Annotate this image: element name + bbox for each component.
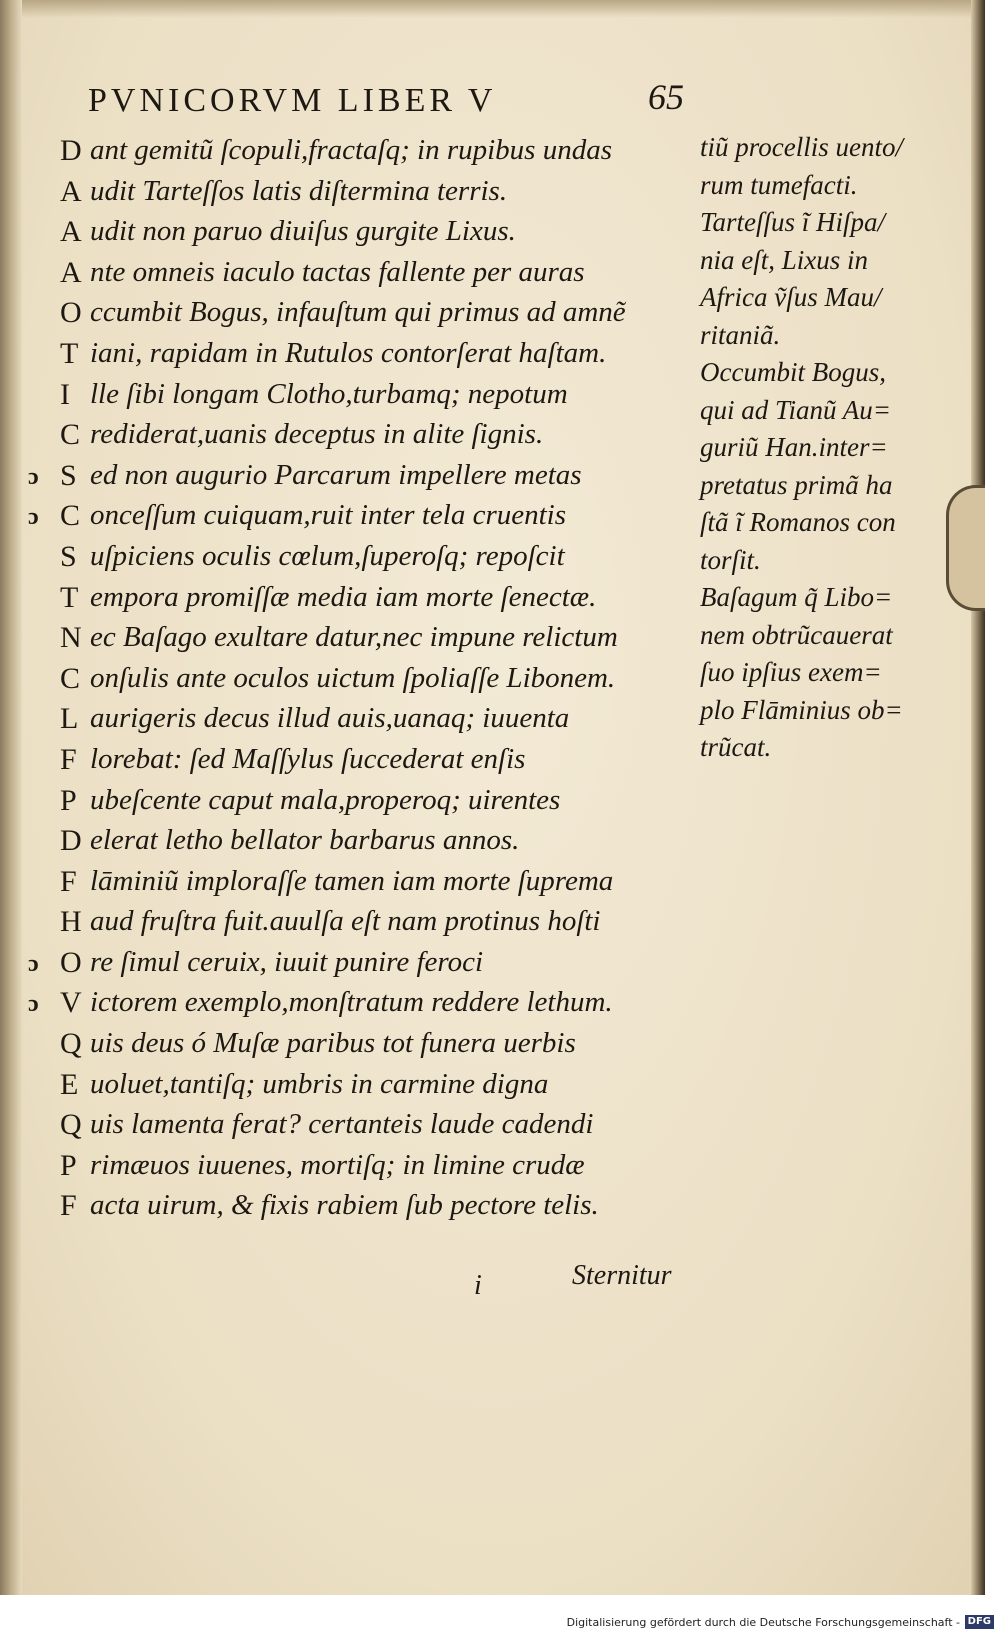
verse-line — [28, 376, 688, 417]
gloss-line: guriũ Han.inter= — [700, 432, 888, 462]
folio-number: 65 — [648, 77, 684, 117]
verse-text: uis lamenta ferat? certanteis laude cadendi — [90, 1108, 594, 1141]
verse-line — [28, 741, 688, 782]
verse-marker: ɔ — [28, 504, 39, 531]
page-binding — [0, 0, 22, 1595]
verse-line — [28, 984, 688, 1025]
header-title: PVNICORVM LIBER V — [88, 82, 497, 119]
digitization-footer — [0, 1612, 1000, 1635]
verse-text: ed non augurio Parcarum impellere metas — [90, 458, 582, 491]
gloss-line: nem obtrũcauerat — [700, 619, 893, 650]
verse-initial: A — [60, 215, 82, 249]
verse-initial: P — [60, 783, 77, 817]
gloss-line: rum tumefacti. — [700, 169, 858, 200]
gloss-line: Baſagum q̃ Libo= — [700, 582, 893, 612]
verse-text: udit Tarteſſos latis diſtermina terris. — [90, 174, 508, 207]
verse-line — [28, 1147, 688, 1188]
verse-initial: Q — [60, 1108, 82, 1142]
verse-text: iani, rapidam in Rutulos contorſerat haſtam. — [90, 336, 607, 369]
gloss-line: pretatus primã ha — [700, 469, 893, 500]
verse-text: ubeſcente caput mala,properoq; uirentes — [90, 783, 561, 816]
verse-text: ccumbit Bogus, infauſtum qui primus ad amnẽ — [90, 296, 626, 329]
verse-text: empora promiſſæ media iam morte ſenectæ. — [90, 580, 597, 613]
verse-initial: S — [60, 539, 77, 573]
dfg-logo: DFG — [965, 1615, 994, 1629]
verse-line — [28, 782, 688, 823]
gloss-line: ſuo ipſius exem= — [700, 657, 882, 687]
verse-line — [28, 700, 688, 741]
verse-initial: F — [60, 742, 77, 776]
verse-line — [28, 863, 688, 904]
verse-text: ec Baſago exultare datur,nec impune relictum — [90, 621, 618, 654]
verse-line — [28, 132, 688, 173]
gloss-line: trũcat. — [700, 732, 772, 762]
verse-initial: F — [60, 1189, 77, 1223]
verse-initial: D — [60, 824, 82, 858]
verse-initial: I — [60, 377, 70, 411]
marginal-gloss — [700, 132, 940, 770]
verse-line — [28, 579, 688, 620]
page-edge — [971, 0, 985, 1595]
clasp-icon — [946, 485, 985, 611]
verse-text: ictorem exemplo,monſtratum reddere lethum. — [90, 986, 613, 1019]
verse-initial: E — [60, 1067, 79, 1101]
verse-line — [28, 213, 688, 254]
verse-text: lle ſibi longam Clotho,turbamq; nepotum — [90, 377, 568, 410]
gloss-line: plo Flāminius ob= — [700, 694, 903, 725]
verse-column — [28, 132, 688, 1228]
verse-initial: H — [60, 905, 82, 939]
verse-initial: V — [60, 986, 82, 1020]
verse-line — [28, 335, 688, 376]
gloss-line: torſit. — [700, 544, 761, 575]
verse-initial: P — [60, 1148, 77, 1182]
verse-text: uis deus ó Muſæ paribus tot funera uerbis — [90, 1027, 576, 1060]
verse-text: rimæuos iuuenes, mortiſq; in limine crudæ — [90, 1148, 585, 1181]
verse-line — [28, 1025, 688, 1066]
verse-initial: S — [60, 458, 77, 492]
gloss-line: nia eſt, Lixus in — [700, 244, 868, 275]
verse-initial: C — [60, 418, 81, 452]
verse-line — [28, 619, 688, 660]
verse-text: onſulis ante oculos uictum ſpoliaſſe Libonem. — [90, 661, 616, 694]
verse-initial: F — [60, 864, 77, 898]
verse-initial: C — [60, 661, 81, 695]
gloss-line: ſtã ĩ Romanos con — [700, 507, 896, 537]
verse-initial: T — [60, 336, 79, 370]
verse-marker: ɔ — [28, 463, 39, 490]
page-top-shadow — [0, 0, 985, 18]
verse-text: lāminiũ imploraſſe tamen iam morte ſuprema — [90, 864, 614, 897]
gloss-line: Africa ṽſus Mau/ — [700, 282, 882, 312]
verse-line — [28, 497, 688, 538]
verse-text: rediderat,uanis deceptus in alite ſignis. — [90, 418, 544, 451]
verse-marker: ɔ — [28, 950, 39, 977]
verse-text: re ſimul ceruix, iuuit punire feroci — [90, 945, 484, 978]
verse-line — [28, 254, 688, 295]
gloss-line: qui ad Tianũ Au= — [700, 394, 892, 425]
verse-text: lorebat: ſed Maſſylus ſuccederat enſis — [90, 742, 526, 775]
verse-initial: C — [60, 499, 81, 533]
verse-line — [28, 457, 688, 498]
verse-line — [28, 1187, 688, 1228]
gloss-line: ritaniã. — [700, 319, 781, 350]
verse-line — [28, 944, 688, 985]
catchword: Sternitur — [572, 1260, 672, 1291]
verse-line — [28, 903, 688, 944]
verse-initial: A — [60, 255, 82, 289]
verse-line — [28, 822, 688, 863]
gloss-line: Tarteſſus ĩ Hiſpa/ — [700, 207, 886, 237]
verse-line — [28, 1066, 688, 1107]
gloss-line: Occumbit Bogus, — [700, 357, 886, 387]
signature-mark: i — [474, 1270, 482, 1301]
verse-line — [28, 1106, 688, 1147]
running-header — [88, 77, 708, 124]
verse-initial: L — [60, 702, 79, 736]
verse-line — [28, 538, 688, 579]
verse-text: acta uirum, & fixis rabiem ſub pectore telis. — [90, 1189, 599, 1222]
verse-line — [28, 294, 688, 335]
verse-line — [28, 416, 688, 457]
verse-initial: A — [60, 174, 82, 208]
verse-text: onceſſum cuiquam,ruit inter tela cruentis — [90, 499, 567, 532]
verse-text: uoluet,tantiſq; umbris in carmine digna — [90, 1067, 549, 1100]
verse-initial: O — [60, 296, 82, 330]
verse-line — [28, 173, 688, 214]
gloss-line: tiũ procellis uento/ — [700, 132, 903, 162]
verse-initial: T — [60, 580, 79, 614]
verse-initial: O — [60, 945, 82, 979]
verse-initial: Q — [60, 1027, 82, 1061]
verse-text: elerat letho bellator barbarus annos. — [90, 824, 520, 857]
footer-credit: Digitalisierung gefördert durch die Deutsche Forschungsgemeinschaft - — [566, 1616, 960, 1629]
verse-line — [28, 660, 688, 701]
verse-text: uſpiciens oculis cœlum,ſuperoſq; repoſcit — [90, 539, 565, 572]
verse-text: nte omneis iaculo tactas fallente per auras — [90, 255, 585, 288]
verse-marker: ɔ — [28, 991, 39, 1018]
verse-initial: D — [60, 134, 82, 167]
verse-initial: N — [60, 621, 82, 655]
verse-text: udit non paruo diuiſus gurgite Lixus. — [90, 215, 516, 248]
verse-text: aurigeris decus illud auis,uanaq; iuuenta — [90, 702, 570, 735]
verse-text: aud fruſtra fuit.auulſa eſt nam protinus hoſti — [90, 905, 601, 938]
verse-text: ant gemitũ ſcopuli,fractaſq; in rupibus undas — [90, 134, 612, 166]
